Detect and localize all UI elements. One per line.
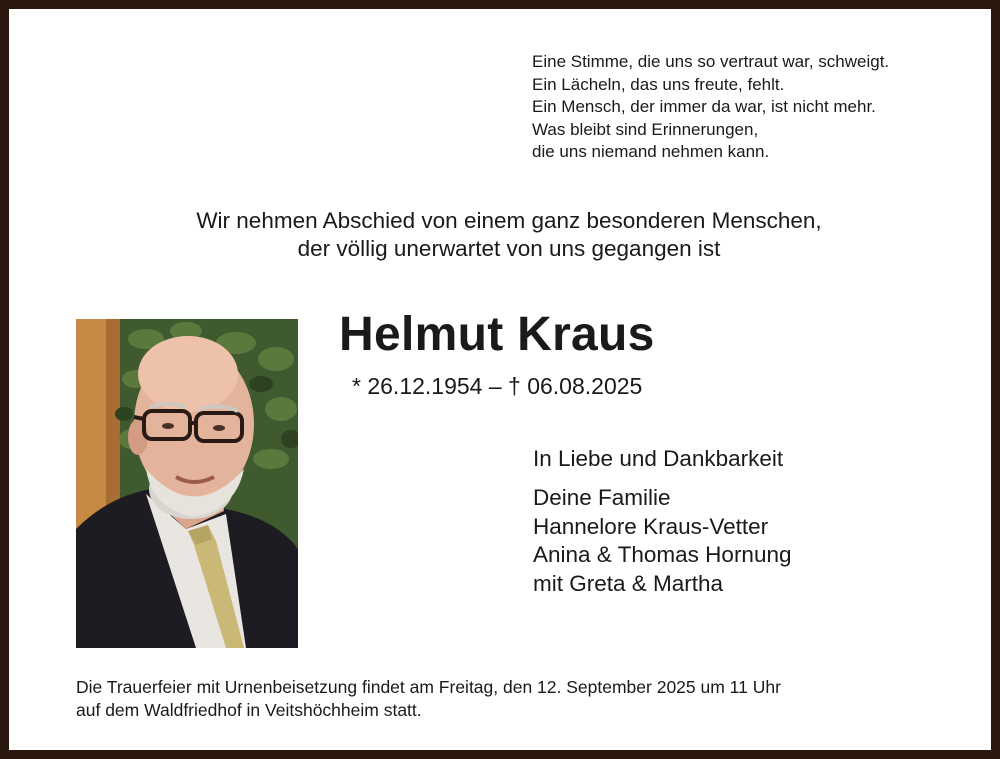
- funeral-notice: [76, 676, 781, 722]
- family-line-3: Anina & Thomas Hornung: [533, 542, 792, 567]
- poem-line-5: die uns niemand nehmen kann.: [532, 142, 770, 161]
- family-line-1: Deine Familie: [533, 485, 671, 510]
- poem-line-4: Was bleibt sind Erinnerungen,: [532, 119, 759, 139]
- dedication: In Liebe und Dankbarkeit: [533, 446, 784, 471]
- poem-line-2: Ein Lächeln, das uns freute, fehlt.: [532, 74, 785, 94]
- deceased-name: Helmut Kraus: [339, 308, 655, 361]
- life-dates: * 26.12.1954 – † 06.08.2025: [352, 373, 643, 399]
- intro-line-1: Wir nehmen Abschied von einem ganz besonderen Menschen,: [196, 208, 822, 233]
- poem-line-1: Eine Stimme, die uns so vertraut war, schweigt.: [532, 52, 890, 71]
- notice-line-2: auf dem Waldfriedhof in Veitshöchheim statt.: [76, 700, 422, 720]
- intro-line-2: der völlig unerwartet von uns gegangen ist: [297, 236, 721, 261]
- family-line-4: mit Greta & Martha: [533, 570, 724, 596]
- notice-line-1: Die Trauerfeier mit Urnenbeisetzung findet am Freitag, den 12. September 2025 um 11 Uhr: [76, 677, 781, 697]
- family-line-2: Hannelore Kraus-Vetter: [533, 513, 769, 539]
- poem-line-3: Ein Mensch, der immer da war, ist nicht mehr.: [532, 97, 876, 116]
- family-signature: [533, 484, 792, 598]
- poem: [532, 51, 889, 164]
- portrait-photo: [76, 319, 298, 648]
- intro-text: [9, 207, 1000, 263]
